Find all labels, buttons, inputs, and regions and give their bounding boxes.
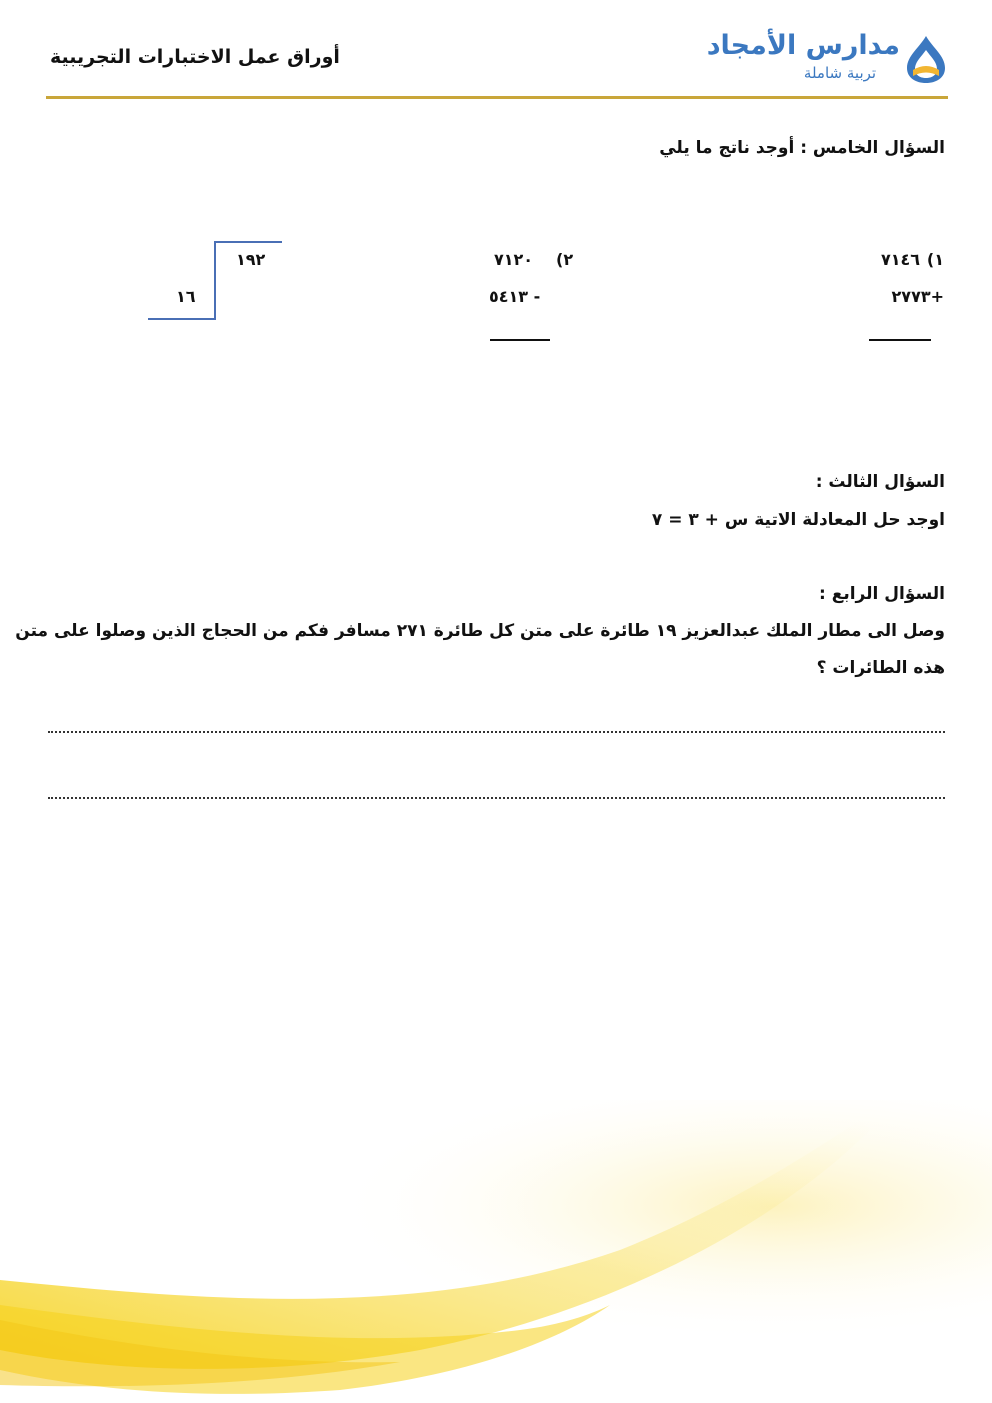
question-3-heading: السؤال الثالث : [815, 472, 945, 492]
header-divider [46, 96, 948, 99]
division-bracket-side [214, 241, 216, 319]
division-divisor: ١٦ [176, 287, 196, 306]
document-title: أوراق عمل الاختبارات التجريبية [50, 46, 340, 68]
problem-2-label: ٢) [556, 250, 574, 269]
problem-2-answer-line [490, 339, 550, 341]
question-5-heading: السؤال الخامس : أوجد ناتج ما يلي [659, 138, 945, 158]
answer-dotted-line [48, 731, 945, 733]
problem-2-top-number: ٧١٢٠ [494, 250, 534, 269]
question-4-text-line-2: هذه الطائرات ؟ [816, 658, 945, 678]
division-dividend: ١٩٢ [236, 250, 266, 269]
question-4-heading: السؤال الرابع : [819, 584, 945, 604]
problem-1-label: ١) [926, 250, 944, 269]
problem-1-answer-line [869, 339, 931, 341]
problem-1-top-number: ٧١٤٦ [880, 250, 920, 269]
question-4-text-line-1: وصل الى مطار الملك عبدالعزيز ١٩ طائرة على متن كل طائرة ٢٧١ مسافر فكم من الحجاج الذين وصلوا على متن [15, 621, 945, 641]
logo-drop-icon [903, 34, 949, 84]
answer-dotted-line [48, 797, 945, 799]
problem-1-bottom-number: +٢٧٧٣ [891, 287, 944, 306]
problem-2-bottom-number: - ٥٤١٣ [489, 287, 541, 306]
school-logo-tagline: تربية شاملة [803, 64, 877, 82]
question-3-text: اوجد حل المعادلة الاتية س + ٣ = ٧ [651, 510, 945, 530]
division-bracket-top [214, 241, 282, 243]
decorative-swoosh [0, 1100, 992, 1403]
school-logo-name: مدارس الأمجاد [706, 30, 900, 61]
division-bracket-bottom [148, 318, 216, 320]
